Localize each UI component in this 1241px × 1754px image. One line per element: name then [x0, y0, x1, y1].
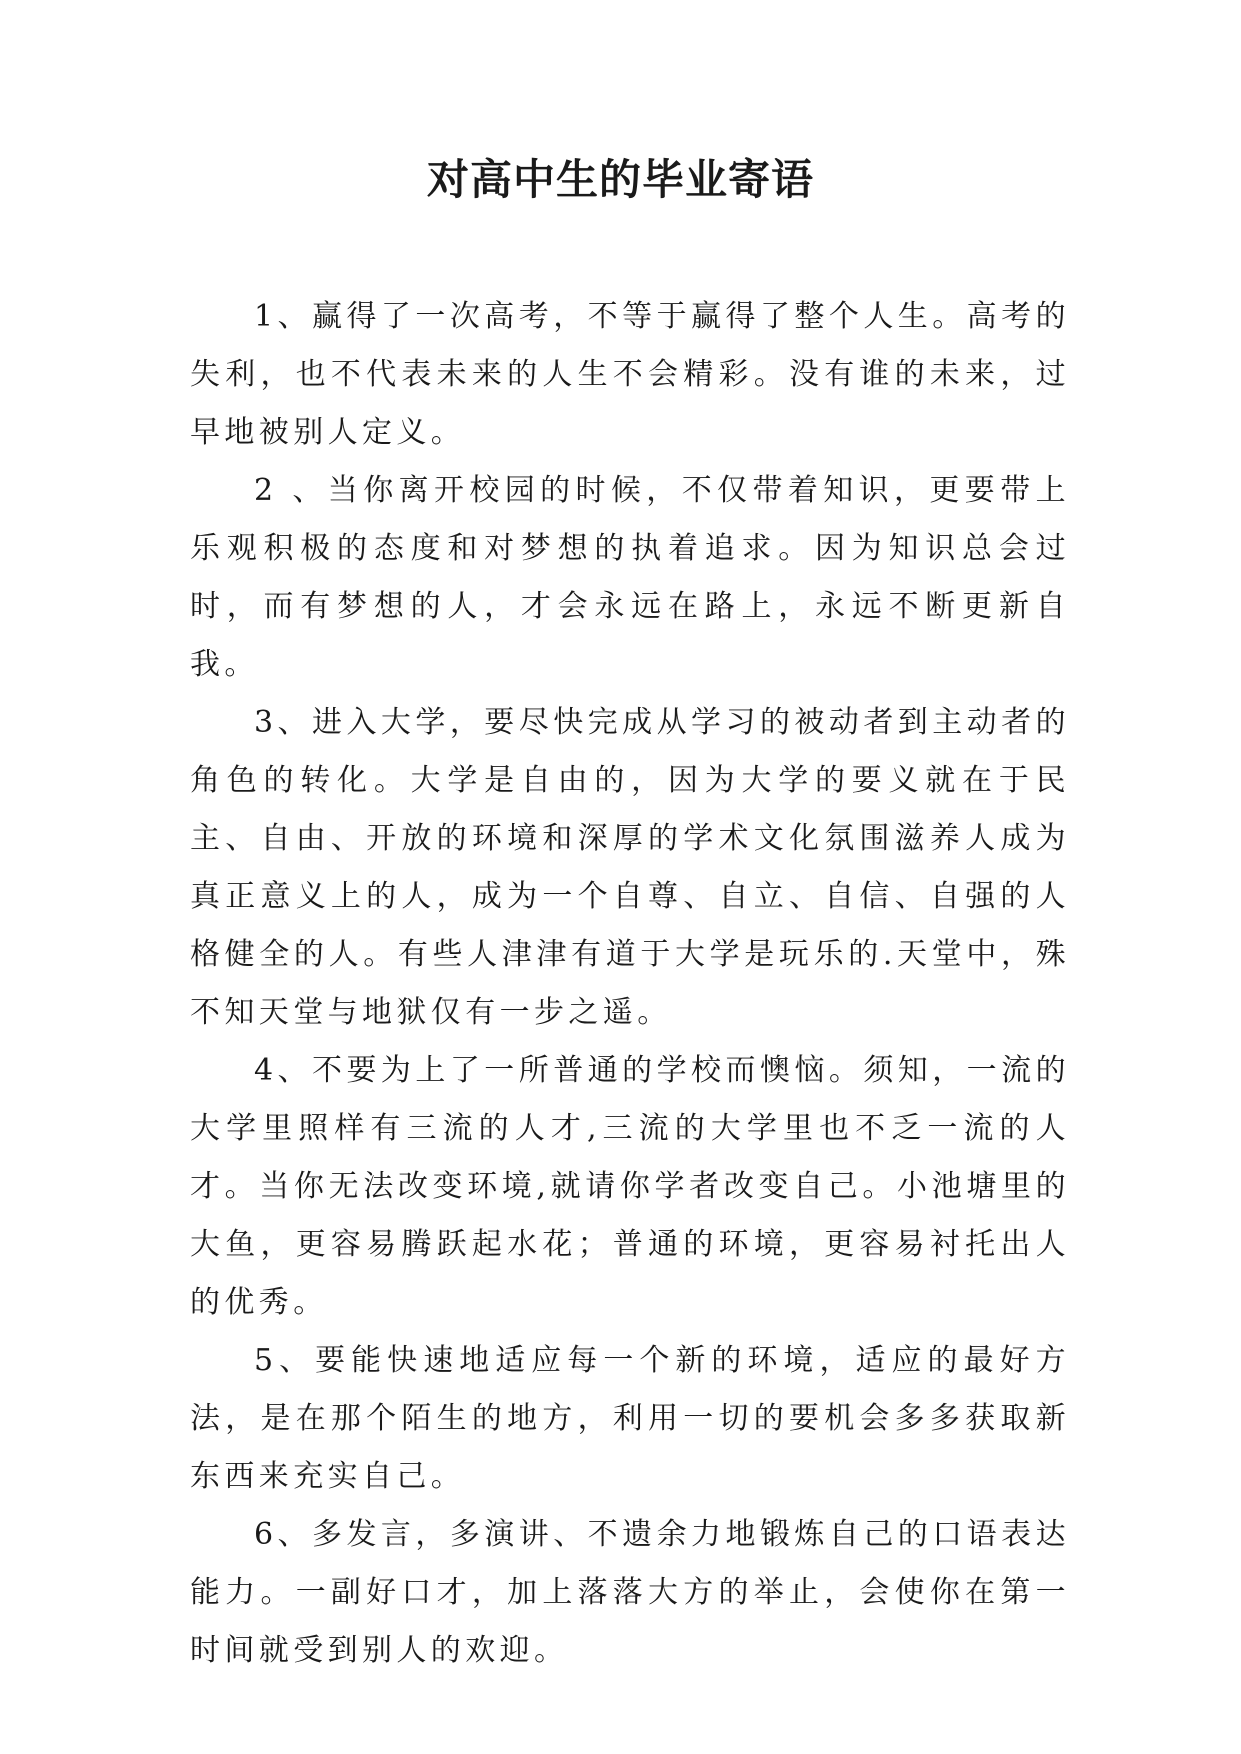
document-title: 对高中生的毕业寄语	[426, 155, 814, 204]
paragraph-6: 6、多发言，多演讲、不遗余力地锻炼自己的口语表达能力。一副好口才，加上落落大方的举止，会使你在第一时间就受到别人的欢迎。	[190, 1517, 1070, 1668]
paragraph-1: 1、赢得了一次高考，不等于赢得了整个人生。高考的失利，也不代表未来的人生不会精彩。没有谁的未来，过早地被别人定义。	[190, 299, 1070, 450]
document-body	[190, 288, 1070, 1680]
paragraph-3: 3、进入大学，要尽快完成从学习的被动者到主动者的角色的转化。大学是自由的，因为大学的要义就在于民主、自由、开放的环境和深厚的学术文化氛围滋养人成为真正意义上的人，成为一个自尊、自立、自信、自强的人格健全的人。有些人津津有道于大学是玩乐的.天堂中，殊不知天堂与地狱仅有一步之遥。	[190, 705, 1070, 1030]
paragraph-5: 5、要能快速地适应每一个新的环境，适应的最好方法，是在那个陌生的地方，利用一切的要机会多多获取新东西来充实自己。	[190, 1343, 1070, 1494]
paragraph-4: 4、不要为上了一所普通的学校而懊恼。须知，一流的大学里照样有三流的人才,三流的大学里也不乏一流的人才。当你无法改变环境,就请你学者改变自己。小池塘里的大鱼，更容易腾跃起水花；普通的环境，更容易衬托出人的优秀。	[190, 1053, 1070, 1320]
paragraph-2: 2 、当你离开校园的时候，不仅带着知识，更要带上乐观积极的态度和对梦想的执着追求。因为知识总会过时，而有梦想的人，才会永远在路上，永远不断更新自我。	[190, 473, 1070, 682]
